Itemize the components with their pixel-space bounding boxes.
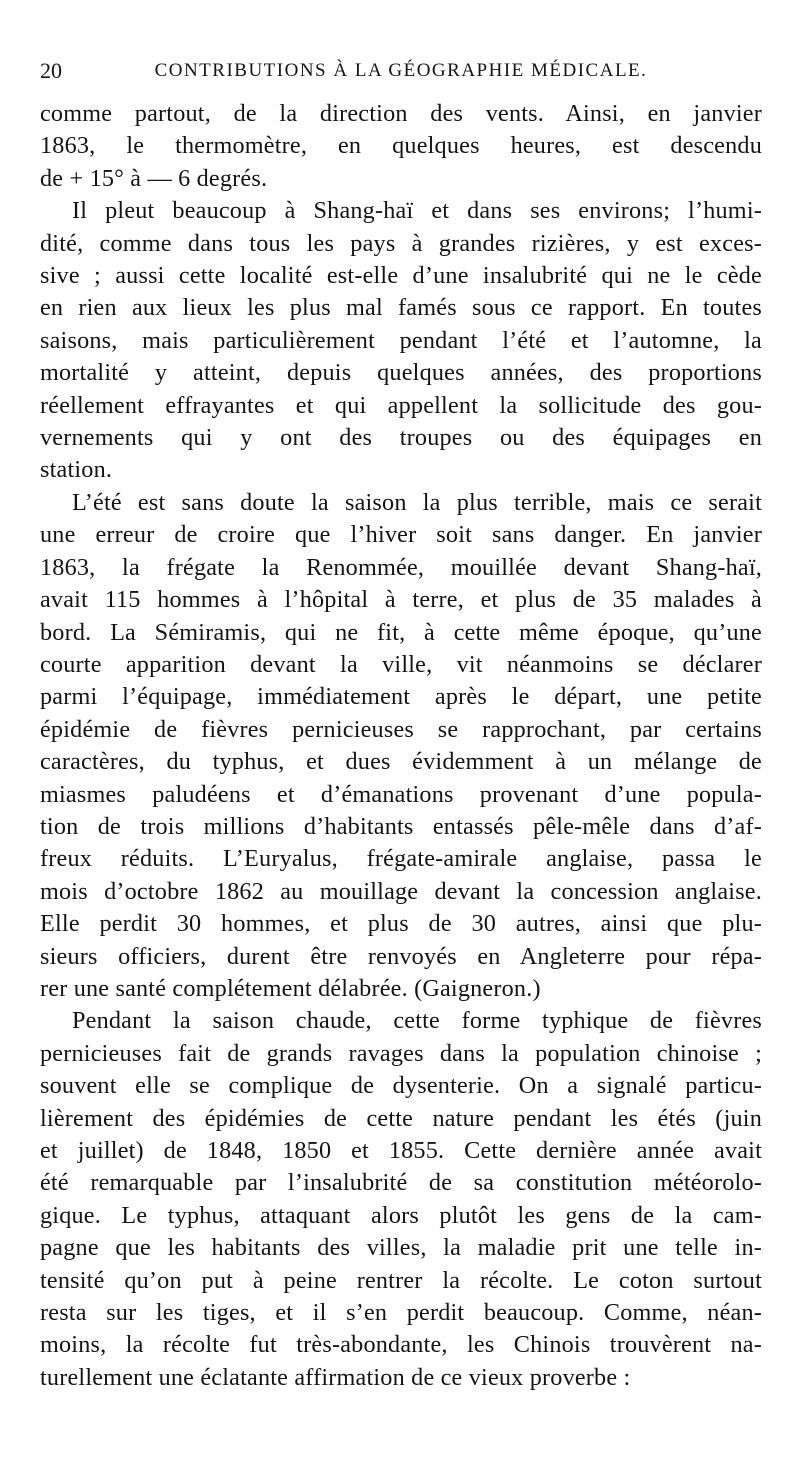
text-line: Pendant la saison chaude, cette forme typhique de fièvres	[72, 1007, 762, 1035]
text-line: mortalité y atteint, depuis quelques années, des proportions	[40, 359, 762, 387]
text-line: station.	[40, 456, 113, 484]
text-line: bord. La Sémiramis, qui ne fit, à cette même époque, qu’une	[40, 618, 762, 646]
text-line: vernements qui y ont des troupes ou des équipages en	[40, 424, 762, 452]
text-line: turellement une éclatante affirmation de ce vieux proverbe :	[40, 1363, 631, 1391]
text-line: réellement effrayantes et qui appellent la sollicitude des gou-	[40, 391, 762, 419]
text-line: dité, comme dans tous les pays à grandes rizières, y est exces-	[40, 229, 762, 257]
text-line: été remarquable par l’insalubrité de sa constitution météorolo-	[40, 1169, 762, 1197]
text-line: sieurs officiers, durent être renvoyés en Angleterre pour répa-	[40, 942, 762, 970]
page-number: 20	[40, 58, 62, 83]
text-line: épidémie de fièvres pernicieuses se rapprochant, par certains	[40, 715, 762, 743]
text-line: pagne que les habitants des villes, la maladie prit une telle in-	[40, 1234, 762, 1262]
text-line: comme partout, de la direction des vents. Ainsi, en janvier	[40, 100, 762, 127]
text-line: sive ; aussi cette localité est-elle d’une insalubrité qui ne le cède	[40, 262, 762, 290]
text-line: 1863, la frégate la Renommée, mouillée devant Shang-haï,	[40, 553, 762, 581]
page-header	[40, 58, 762, 98]
text-line: en rien aux lieux les plus mal famés sous ce rapport. En toutes	[40, 294, 762, 322]
text-line: rer une santé complétement délabrée. (Gaigneron.)	[40, 974, 541, 1002]
paragraph	[40, 98, 762, 195]
text-line: Elle perdit 30 hommes, et plus de 30 autres, ainsi que plu-	[40, 910, 762, 938]
text-line: parmi l’équipage, immédiatement après le départ, une petite	[40, 683, 762, 711]
text-line: lièrement des épidémies de cette nature pendant les étés (juin	[40, 1104, 762, 1132]
text-line: pernicieuses fait de grands ravages dans la population chinoise ;	[40, 1039, 762, 1067]
text-line: resta sur les tiges, et il s’en perdit beaucoup. Comme, néan-	[40, 1299, 762, 1327]
text-line: courte apparition devant la ville, vit néanmoins se déclarer	[40, 650, 762, 678]
text-line: une erreur de croire que l’hiver soit sans danger. En janvier	[40, 521, 762, 549]
text-line: et juillet) de 1848, 1850 et 1855. Cette dernière année avait	[40, 1137, 762, 1164]
text-line: mois d’octobre 1862 au mouillage devant la concession anglaise.	[40, 877, 762, 905]
document-page	[40, 58, 762, 1394]
text-line: tensité qu’on put à peine rentrer la récolte. Le coton surtout	[40, 1266, 762, 1294]
text-line: caractères, du typhus, et dues évidemment à un mélange de	[40, 748, 762, 776]
text-line: freux réduits. L’Euryalus, frégate-amirale anglaise, passa le	[40, 845, 762, 873]
text-line: souvent elle se complique de dysenterie. On a signalé particu-	[40, 1072, 762, 1100]
paragraph	[40, 487, 762, 1006]
text-line: gique. Le typhus, attaquant alors plutôt les gens de la cam-	[40, 1201, 762, 1229]
text-line: saisons, mais particulièrement pendant l’été et l’automne, la	[40, 326, 762, 354]
text-line: moins, la récolte fut très-abondante, les Chinois trouvèrent na-	[40, 1331, 762, 1359]
text-line: 1863, le thermomètre, en quelques heures, est descendu	[40, 132, 762, 160]
text-line: miasmes paludéens et d’émanations provenant d’une popula-	[40, 780, 762, 808]
body-text	[40, 98, 762, 1394]
text-line: L’été est sans doute la saison la plus terrible, mais ce serait	[72, 488, 762, 516]
paragraph	[40, 1005, 762, 1394]
text-line: avait 115 hommes à l’hôpital à terre, et plus de 35 malades à	[40, 586, 762, 614]
text-line: Il pleut beaucoup à Shang-haï et dans ses environs; l’humi-	[72, 197, 762, 225]
text-line: de + 15° à — 6 degrés.	[40, 164, 268, 192]
text-line: tion de trois millions d’habitants entassés pêle-mêle dans d’af-	[40, 812, 762, 840]
running-title: CONTRIBUTIONS À LA GÉOGRAPHIE MÉDICALE.	[154, 60, 648, 81]
paragraph	[40, 195, 762, 487]
